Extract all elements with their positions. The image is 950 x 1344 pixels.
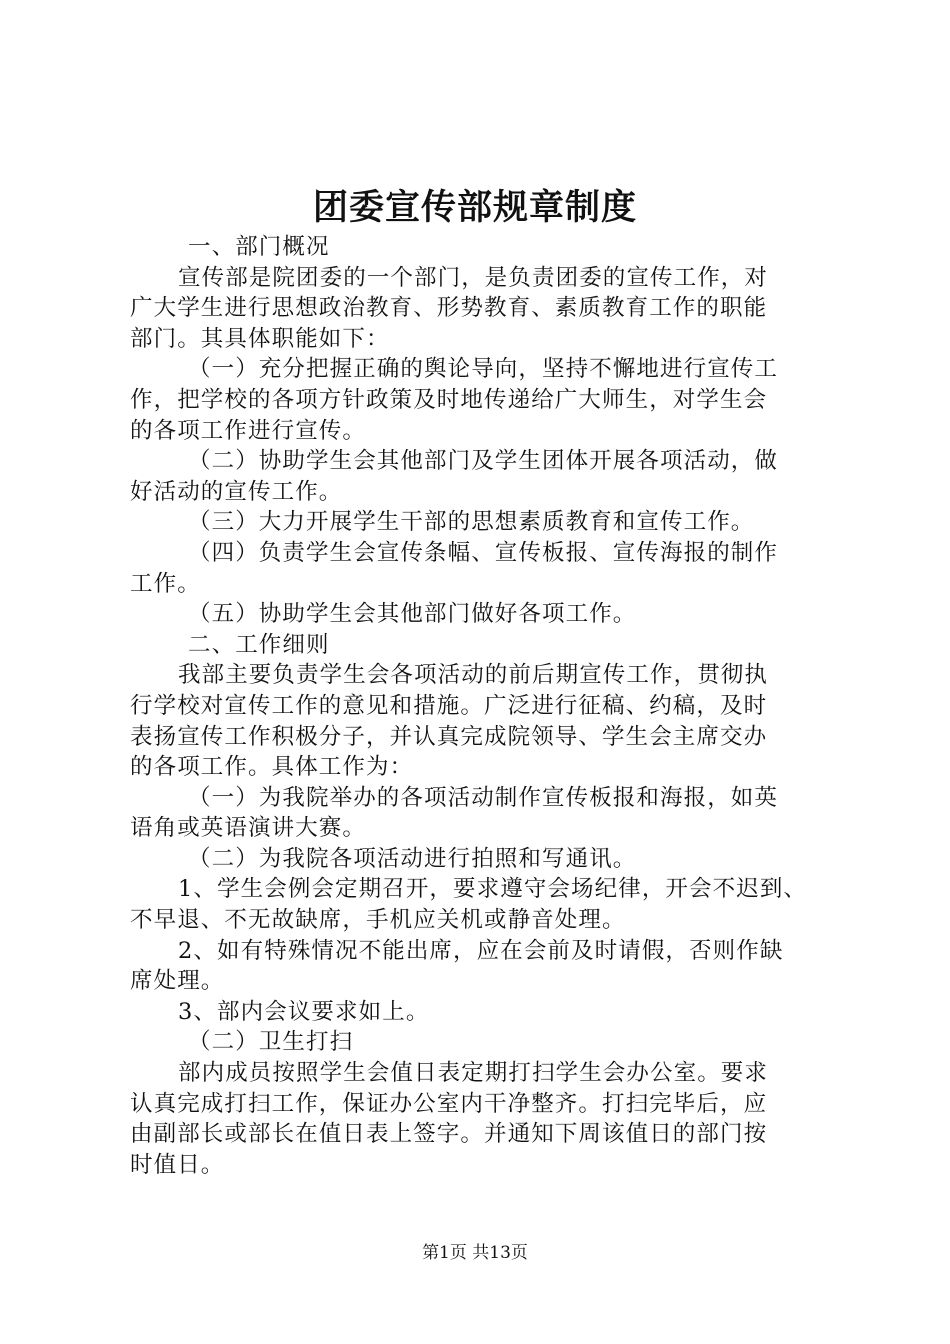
text-line: 好活动的宣传工作。 — [130, 478, 343, 505]
text-line: （一）充分把握正确的舆论导向，坚持不懈地进行宣传工 — [188, 356, 779, 383]
text-line: 行学校对宣传工作的意见和措施。广泛进行征稿、约稿，及时 — [130, 692, 768, 719]
text-line: 广大学生进行思想政治教育、形势教育、素质教育工作的职能 — [130, 295, 768, 322]
text-line: 二、工作细则 — [188, 631, 330, 658]
text-line: 不早退、不无故缺席，手机应关机或静音处理。 — [130, 907, 626, 934]
text-line: （五）协助学生会其他部门做好各项工作。 — [188, 601, 637, 628]
text-line: 认真完成打扫工作，保证办公室内干净整齐。打扫完毕后，应 — [130, 1090, 768, 1117]
text-line: （三）大力开展学生干部的思想素质教育和宣传工作。 — [188, 509, 755, 536]
text-line: 部内成员按照学生会值日表定期打扫学生会办公室。要求 — [178, 1060, 769, 1087]
text-line: 一、部门概况 — [188, 234, 330, 260]
text-line: 的各项工作。具体工作为： — [130, 754, 414, 781]
text-line: （一）为我院举办的各项活动制作宣传板报和海报，如英 — [188, 784, 779, 811]
text-line: 我部主要负责学生会各项活动的前后期宣传工作，贯彻执 — [178, 662, 769, 689]
text-line: 作，把学校的各项方针政策及时地传递给广大师生，对学生会 — [130, 386, 768, 413]
text-line: （二）为我院各项活动进行拍照和写通讯。 — [188, 845, 637, 872]
text-line: 3、部内会议要求如上。 — [178, 998, 430, 1025]
text-line: 部门。其具体职能如下： — [130, 325, 390, 352]
text-line: （二）卫生打扫 — [188, 1029, 354, 1056]
text-line: （二）协助学生会其他部门及学生团体开展各项活动，做 — [188, 448, 779, 475]
document-title: 团委宣传部规章制度 — [312, 187, 637, 228]
text-line: 宣传部是院团委的一个部门，是负责团委的宣传工作，对 — [178, 264, 769, 291]
document-body — [130, 232, 830, 1180]
text-line: （四）负责学生会宣传条幅、宣传板报、宣传海报的制作 — [188, 539, 779, 566]
text-line: 席处理。 — [130, 968, 225, 995]
text-line: 的各项工作进行宣传。 — [130, 417, 367, 444]
text-line: 时值日。 — [130, 1151, 225, 1178]
text-line: 2、如有特殊情况不能出席，应在会前及时请假，否则作缺 — [178, 937, 784, 964]
text-line: 语角或英语演讲大赛。 — [130, 815, 367, 842]
text-line: 表扬宣传工作积极分子，并认真完成院领导、学生会主席交办 — [130, 723, 768, 750]
text-line: 1、学生会例会定期召开，要求遵守会场纪律，开会不迟到、 — [178, 876, 808, 903]
text-line: 工作。 — [130, 570, 201, 597]
page-footer: 第1页 共13页 — [422, 1243, 528, 1263]
text-line: 由副部长或部长在值日表上签字。并通知下周该值日的部门按 — [130, 1121, 768, 1148]
